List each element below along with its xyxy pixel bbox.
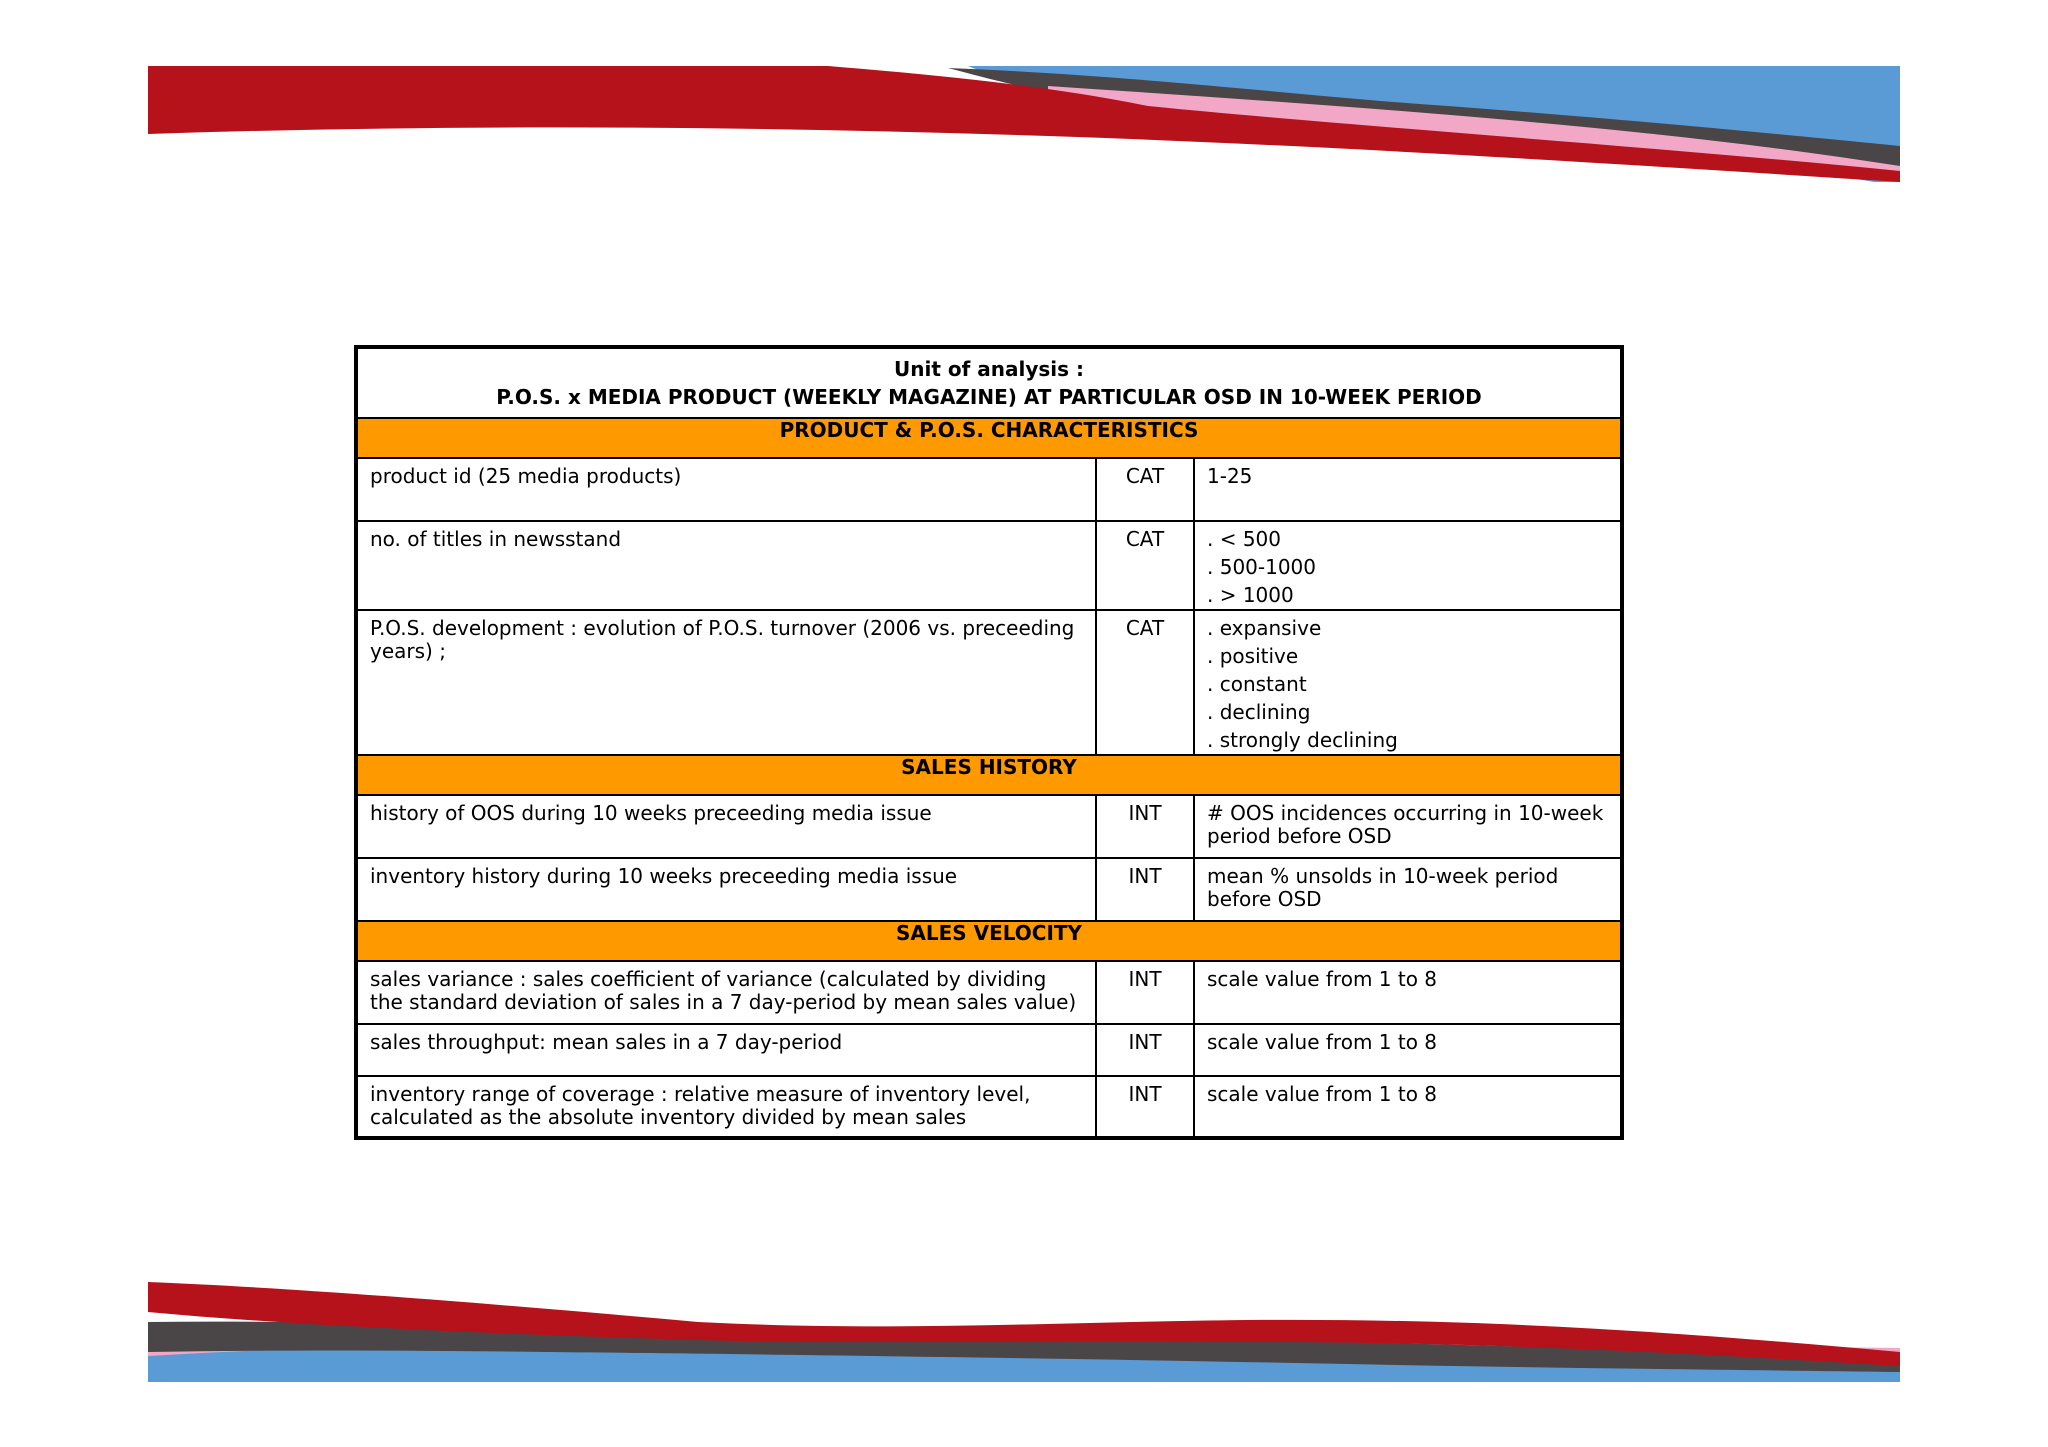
type-cell: CAT (1096, 458, 1194, 521)
bottom-wave-banner (148, 1282, 1900, 1382)
variable-cell: P.O.S. development : evolution of P.O.S. turnover (2006 vs. preceeding years) ; (356, 610, 1096, 755)
type-cell: INT (1096, 1076, 1194, 1138)
variable-cell: history of OOS during 10 weeks preceeding media issue (356, 795, 1096, 858)
type-cell: CAT (1096, 610, 1194, 755)
values-cell (1194, 521, 1622, 610)
values-cell (1194, 458, 1622, 521)
section-header-product-pos: PRODUCT & P.O.S. CHARACTERISTICS (356, 418, 1622, 458)
type-cell: INT (1096, 858, 1194, 921)
value-item: . > 1000 (1207, 583, 1294, 607)
values-cell (1194, 610, 1622, 755)
values-cell: # OOS incidences occurring in 10-week period before OSD (1194, 795, 1622, 858)
variable-cell: inventory history during 10 weeks preceeding media issue (356, 858, 1096, 921)
values-cell: scale value from 1 to 8 (1194, 1024, 1622, 1076)
values-cell: scale value from 1 to 8 (1194, 961, 1622, 1024)
table-row (356, 610, 1622, 755)
variable-cell: product id (25 media products) (356, 458, 1096, 521)
value-item: 1-25 (1207, 464, 1253, 488)
variable-cell: sales variance : sales coefficient of variance (calculated by dividing the standard deviation of sales in a 7 day-period by mean sales value) (356, 961, 1096, 1024)
top-wave-banner (148, 66, 1900, 182)
header-line-1: Unit of analysis : (894, 357, 1085, 381)
value-item: . 500-1000 (1207, 555, 1317, 579)
table-header (356, 347, 1622, 418)
value-item: . strongly declining (1207, 728, 1398, 752)
type-cell: INT (1096, 1024, 1194, 1076)
unit-of-analysis-table (354, 345, 1624, 1140)
table-row (356, 458, 1622, 521)
table-row (356, 1076, 1622, 1138)
value-item: . constant (1207, 672, 1307, 696)
table-row (356, 521, 1622, 610)
value-item: . positive (1207, 644, 1299, 668)
value-item: . < 500 (1207, 527, 1282, 551)
value-item: . expansive (1207, 616, 1322, 640)
table-row (356, 1024, 1622, 1076)
values-cell: scale value from 1 to 8 (1194, 1076, 1622, 1138)
table-row (356, 858, 1622, 921)
type-cell: CAT (1096, 521, 1194, 610)
variable-cell: inventory range of coverage : relative measure of inventory level, calculated as the absolute inventory divided by mean sales (356, 1076, 1096, 1138)
table-row (356, 961, 1622, 1024)
section-header-sales-history: SALES HISTORY (356, 755, 1622, 795)
value-item: . declining (1207, 700, 1311, 724)
values-cell: mean % unsolds in 10-week period before OSD (1194, 858, 1622, 921)
variable-cell: no. of titles in newsstand (356, 521, 1096, 610)
variable-cell: sales throughput: mean sales in a 7 day-period (356, 1024, 1096, 1076)
header-line-2: P.O.S. x MEDIA PRODUCT (WEEKLY MAGAZINE) AT PARTICULAR OSD IN 10-WEEK PERIOD (496, 385, 1482, 409)
table-row (356, 795, 1622, 858)
type-cell: INT (1096, 795, 1194, 858)
type-cell: INT (1096, 961, 1194, 1024)
section-header-sales-velocity: SALES VELOCITY (356, 921, 1622, 961)
